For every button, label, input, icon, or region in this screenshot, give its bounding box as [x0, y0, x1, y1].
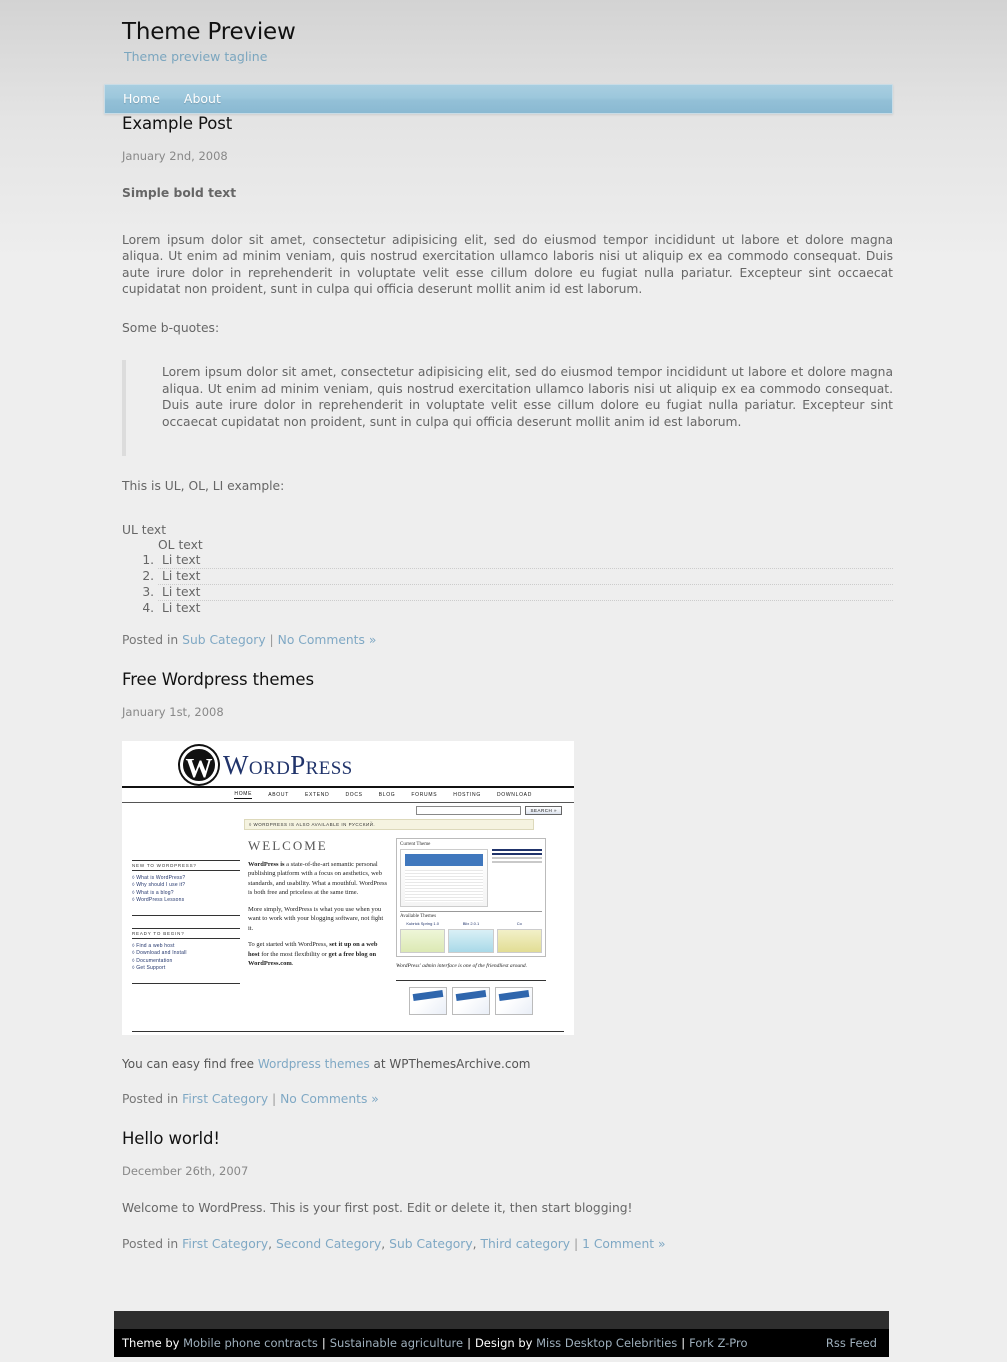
wp-nav-forums: FORUMS: [411, 791, 438, 798]
footer-separator: |: [467, 1336, 471, 1350]
wp-theme-name: Blix 2.0.1: [462, 920, 480, 926]
wp-caption-line: [492, 849, 542, 851]
blockquote: [122, 360, 893, 456]
wp-theme-name: Kubrick Spring 1.0: [406, 920, 439, 926]
posted-in-label: Posted in: [122, 632, 179, 647]
post-meta: [122, 1236, 893, 1252]
wp-showcase-thumb: [452, 987, 490, 1015]
post-title[interactable]: Hello world!: [122, 1128, 220, 1148]
post-spacer: [122, 652, 893, 668]
wordpress-logo-icon: W: [180, 746, 218, 784]
category-link[interactable]: Sub Category: [389, 1237, 473, 1251]
wp-current-theme-panel: [396, 838, 546, 957]
wp-panel-title: Current Theme: [400, 841, 431, 847]
site-tagline: Theme preview tagline: [124, 49, 268, 64]
demo-unordered-list: [122, 523, 893, 616]
wp-p3-mid: for the most flexibility or: [259, 950, 329, 958]
nav-item-about[interactable]: About: [183, 91, 221, 106]
wordpress-screenshot-image: [122, 741, 574, 1035]
post-body: [122, 1200, 893, 1217]
footer-link-fork-z-pro[interactable]: Fork Z-Pro: [689, 1336, 748, 1350]
ul-item: UL text: [122, 522, 167, 537]
wp-link: ◊ WordPress Lessons: [132, 897, 185, 903]
wp-divider: [132, 983, 240, 984]
comments-link[interactable]: No Comments »: [280, 1091, 379, 1106]
wp-theme-thumb: [448, 929, 493, 953]
wp-p3-end: .: [291, 960, 294, 967]
nav-item-home[interactable]: Home: [123, 91, 160, 106]
meta-separator: |: [272, 1091, 277, 1106]
footer-separator: |: [321, 1336, 326, 1350]
ol-item: OL text: [158, 537, 203, 552]
wp-theme-name: Co: [516, 920, 522, 926]
wordpress-wordmark: WordPress: [223, 749, 353, 780]
post-title[interactable]: Example Post: [122, 114, 233, 133]
site-header: [0, 0, 1007, 84]
wp-sidebar: [132, 838, 240, 1015]
wp-link-group: [132, 943, 240, 973]
wp-paragraph-1: [248, 860, 388, 898]
wp-theme-thumbnail: [400, 849, 488, 907]
list-item: 4. Li text: [158, 601, 893, 616]
wp-divider: [132, 915, 240, 916]
content-area: [0, 84, 1007, 1252]
post-body: [122, 185, 893, 616]
post-date: January 1st, 2008: [122, 704, 224, 719]
comments-link[interactable]: 1 Comment »: [582, 1237, 666, 1251]
post-free-wordpress-themes: [122, 668, 893, 1107]
site-title: Theme Preview: [122, 19, 296, 45]
wp-theme-panel: [396, 838, 546, 1015]
wp-search-button: SEARCH »: [525, 806, 562, 815]
wp-link-group: [132, 875, 240, 905]
wp-available-thumbs: [400, 929, 542, 953]
wp-showcase-thumb: [409, 987, 447, 1015]
post-meta: [122, 1091, 893, 1107]
footer-credits: [122, 1336, 826, 1350]
wp-available-title: Available Themes: [400, 911, 542, 919]
footer-link-mobile-phone-contracts[interactable]: Mobile phone contracts: [183, 1336, 318, 1350]
wp-welcome-heading: WELCOME: [248, 837, 328, 853]
bold-text-line: Simple bold text: [122, 186, 237, 200]
wp-caption-line: [492, 853, 542, 855]
wp-showcase-thumb: [495, 987, 533, 1015]
category-link[interactable]: First Category: [182, 1237, 269, 1251]
site-footer: [114, 1311, 889, 1357]
post-spacer: [122, 1111, 893, 1127]
wp-main-column: [248, 838, 388, 1015]
wp-paragraph-bold: WordPress is: [248, 860, 285, 868]
wp-link: ◊ Download and Install: [132, 950, 187, 956]
rss-feed-link[interactable]: Rss Feed: [825, 1336, 877, 1350]
wp-panel-row: [400, 849, 542, 907]
wp-link: ◊ Get Support: [132, 965, 166, 971]
wp-bottom-divider: [132, 1031, 564, 1032]
category-link[interactable]: Third category: [480, 1237, 571, 1251]
wp-p3-link-2: get a free blog on WordPress.com: [248, 950, 377, 967]
design-by-label: Design by: [474, 1336, 533, 1350]
wp-logo-row: [122, 741, 574, 788]
post-paragraph: Welcome to WordPress. This is your first post. Edit or delete it, then start blogging!: [122, 1200, 633, 1215]
wp-link: ◊ What is a blog?: [132, 889, 174, 896]
meta-separator: |: [269, 632, 274, 647]
caption-after: at WPThemesArchive.com: [369, 1056, 531, 1071]
wp-nav-blog: BLOG: [378, 791, 396, 798]
blockquote-text: Lorem ipsum dolor sit amet, consectetur adipisicing elit, sed do eiusmod tempor incididunt ut labore et dolore magna aliqua. Ut enim ad minim veniam, quis nostrud exercitation ullamco laboris nisi ut aliquip ex ea commodo consequat. Duis aute irure dolor in reprehenderit in voluptate velit esse cillum dolore eu fugiat nulla pariatur. Excepteur sint occaecat cupidatat non proident, sunt in culpa qui officia deserunt mollit anim id est laborum.: [162, 365, 893, 429]
post-date: January 2nd, 2008: [122, 149, 228, 163]
wp-caption-line: [492, 857, 542, 859]
wp-search-input: [416, 806, 521, 815]
wp-paragraph-3: [248, 940, 388, 969]
post-title[interactable]: Free Wordpress themes: [122, 669, 314, 689]
list-item: 3. Li text: [158, 585, 893, 601]
wp-theme-names: [400, 921, 542, 926]
posted-in-label: Posted in: [122, 1091, 179, 1106]
wp-link: ◊ What is WordPress?: [132, 874, 186, 881]
wordpress-themes-link[interactable]: Wordpress themes: [257, 1056, 370, 1071]
blockquote-intro: Some b-quotes:: [122, 320, 220, 335]
theme-by-label: Theme by: [122, 1336, 180, 1350]
wp-nav-home: HOME: [234, 790, 253, 797]
footer-link-miss-desktop-celebrities[interactable]: Miss Desktop Celebrities: [536, 1336, 678, 1350]
main-navigation: [104, 84, 893, 114]
wp-section-heading: NEW TO WORDPRESS?: [132, 860, 240, 871]
post-hello-world: [122, 1127, 893, 1253]
posted-in-label: Posted in: [122, 1237, 179, 1251]
wp-nav-docs: DOCS: [345, 791, 363, 798]
comments-link[interactable]: No Comments »: [277, 632, 377, 647]
wp-section-heading: READY TO BEGIN?: [132, 928, 240, 939]
post-date: December 26th, 2007: [122, 1163, 249, 1178]
category-link[interactable]: Second Category: [275, 1237, 382, 1251]
wp-showcase-thumbs: [396, 980, 546, 1015]
footer-top-band: [114, 1311, 889, 1329]
caption-before: You can easy find free: [122, 1056, 258, 1071]
footer-separator: |: [681, 1336, 686, 1350]
wp-caption-line: [492, 861, 542, 863]
demo-nested-list: [144, 553, 893, 616]
wp-theme-thumb: [497, 929, 542, 953]
category-link[interactable]: First Category: [182, 1091, 269, 1106]
footer-link-sustainable-agriculture[interactable]: Sustainable agriculture: [329, 1336, 464, 1350]
wp-columns: [122, 830, 574, 1015]
wp-navigation: [122, 788, 574, 803]
post-meta: [122, 632, 893, 648]
wp-nav-download: DOWNLOAD: [496, 791, 532, 798]
wp-language-notice: ◊ WORDPRESS IS ALSO AVAILABLE IN РУССКИЙ.: [244, 819, 534, 830]
footer-rss: [826, 1336, 877, 1350]
wp-p3-link-1: set it up on a web host: [248, 941, 378, 958]
post-paragraph: Lorem ipsum dolor sit amet, consectetur adipisicing elit, sed do eiusmod tempor incididunt ut labore et dolore magna aliqua. Ut enim ad minim veniam, quis nostrud exercitation ullamco laboris nisi ut aliquip ex ea commodo consequat. Duis aute irure dolor in reprehenderit in voluptate velit esse cillum dolore eu fugiat nulla pariatur. Excepteur sint occaecat cupidatat non proident, sunt in culpa qui officia deserunt mollit anim id est laborum.: [122, 232, 893, 296]
wp-paragraph-2: More simply, WordPress is what you use when you want to work with your blogging software, not fight it.: [248, 905, 384, 932]
post-example-post: [122, 112, 893, 648]
wp-link: ◊ Find a web host: [132, 942, 175, 949]
comma: ,: [381, 1237, 386, 1251]
list-item: 1. Li text: [158, 553, 893, 569]
wp-link: ◊ Documentation: [132, 957, 173, 964]
wp-search-row: [122, 803, 574, 819]
comma: ,: [268, 1237, 273, 1251]
wp-link: ◊ Why should I use it?: [132, 882, 186, 888]
image-caption: [122, 1057, 893, 1071]
wp-theme-thumb: [400, 929, 445, 953]
meta-separator: |: [574, 1237, 579, 1251]
wp-paragraph-rest: a state-of-the-art semantic personal publishing platform with a focus on aesthetics, web standards, and usability. What a mouthful. WordPress is both free and priceless at the same time.: [248, 860, 388, 896]
list-item: 2. Li text: [158, 569, 893, 585]
category-link[interactable]: Sub Category: [182, 632, 266, 647]
list-intro: This is UL, OL, LI example:: [122, 479, 285, 493]
demo-ordered-list: [122, 538, 893, 616]
wp-p3-before: To get started with WordPress,: [248, 941, 330, 948]
wp-nav-about: ABOUT: [268, 791, 289, 798]
wp-nav-extend: EXTEND: [304, 791, 330, 798]
footer-bar: [114, 1329, 889, 1357]
wp-admin-caption: WordPress' admin interface is one of the friendliest around.: [396, 962, 527, 969]
wp-nav-hosting: HOSTING: [453, 791, 481, 798]
wp-panel-caption: [492, 849, 542, 907]
comma: ,: [472, 1237, 477, 1251]
